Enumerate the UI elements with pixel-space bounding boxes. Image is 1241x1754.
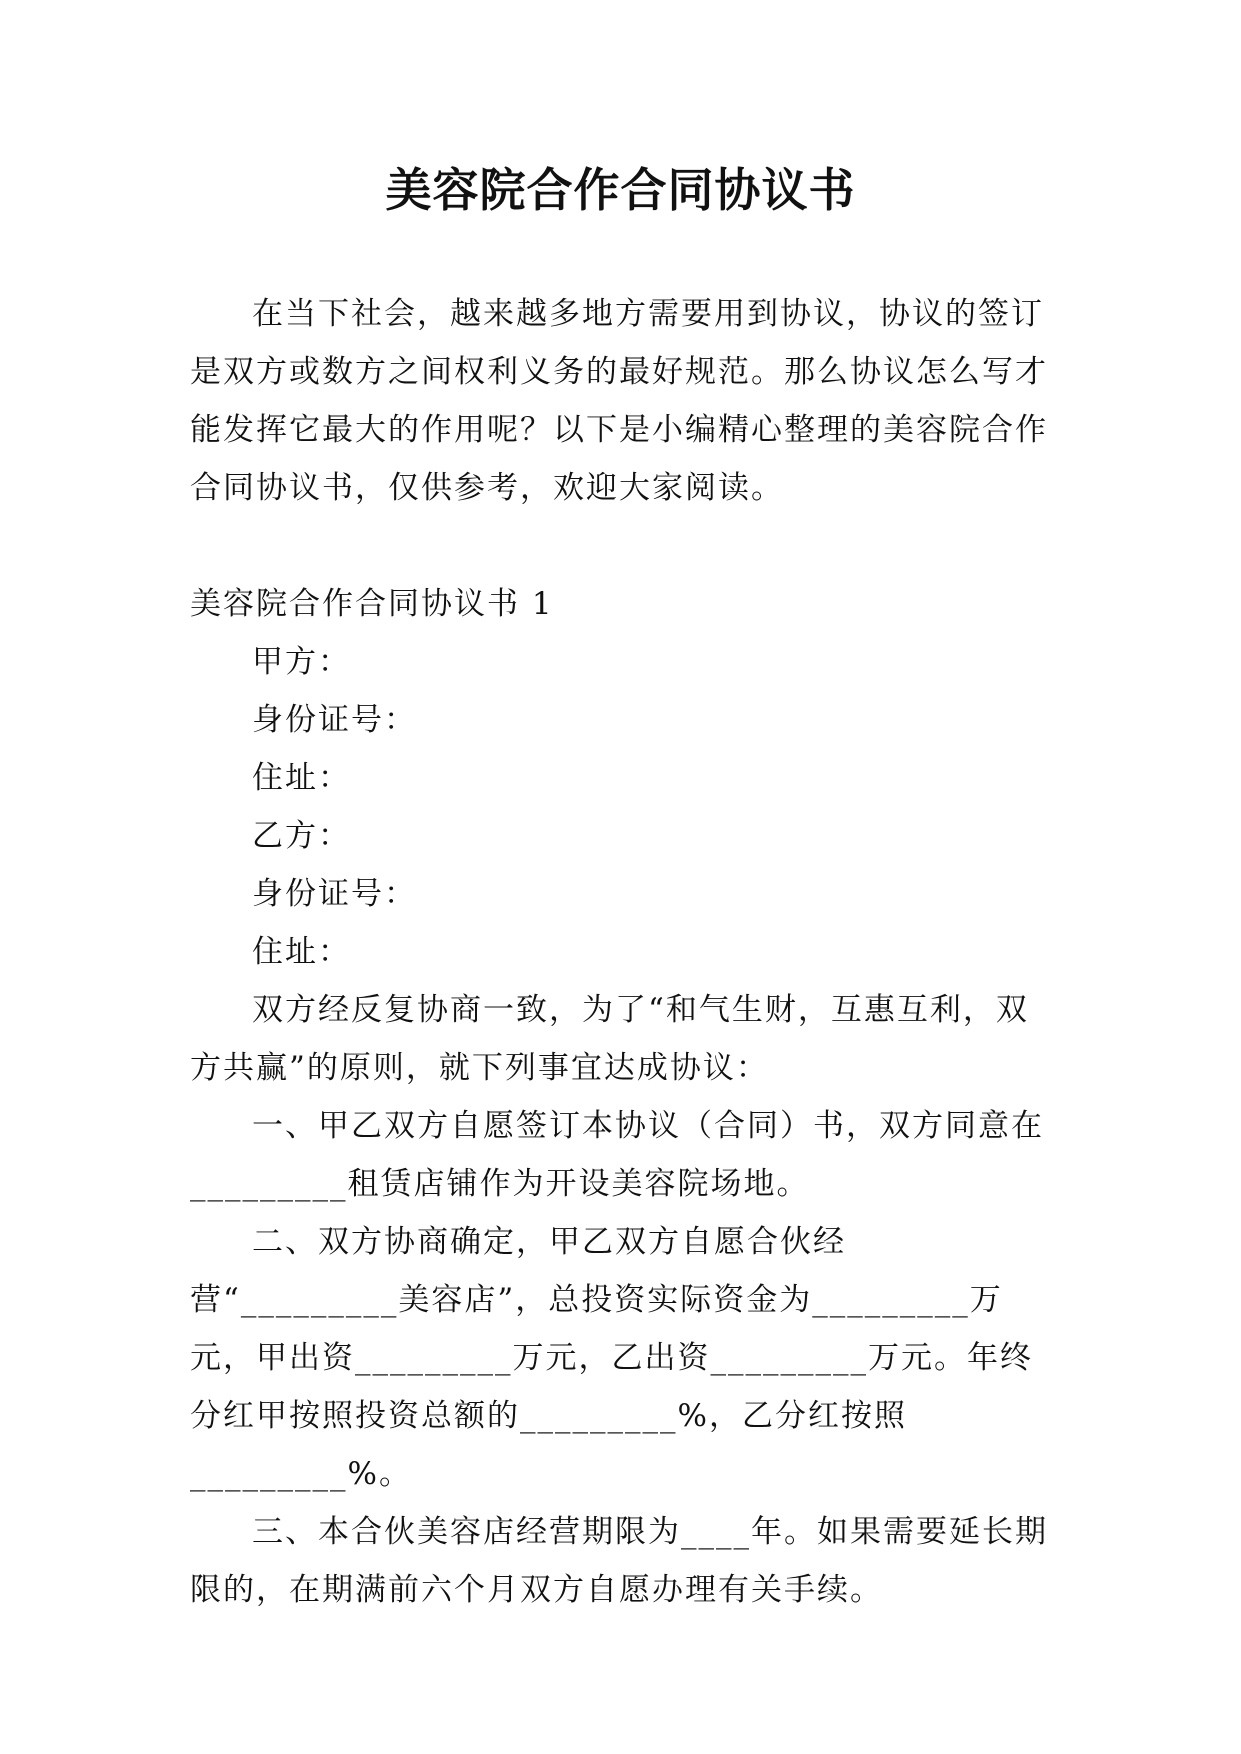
document-body <box>190 285 1050 1619</box>
party-b-id-label: 身份证号： <box>252 876 417 912</box>
preamble-paragraph: 双方经反复协商一致，为了“和气生财，互惠互利，双方共赢”的原则，就下列事宜达成协议： <box>190 992 1029 1086</box>
clause-1: 一、甲乙双方自愿签订本协议（合同）书，双方同意在_________租赁店铺作为开设美容院场地。 <box>190 1108 1044 1202</box>
clause-2: 二、双方协商确定，甲乙双方自愿合伙经营“_________美容店”，总投资实际资金为_________万元，甲出资_________万元，乙出资_________万元。年终分红甲按照投资总额的_________%，乙分红按照_________%。 <box>190 1224 1033 1492</box>
party-a-label: 甲方： <box>252 644 351 680</box>
party-b-address-label: 住址： <box>252 934 351 970</box>
party-a-address-label: 住址： <box>252 760 351 796</box>
clause-3: 三、本合伙美容店经营期限为____年。如果需要延长期限的，在期满前六个月双方自愿办理有关手续。 <box>190 1514 1048 1608</box>
document-title: 美容院合作合同协议书 <box>385 163 856 217</box>
party-a-id-label: 身份证号： <box>252 702 417 738</box>
section-heading: 美容院合作合同协议书 1 <box>190 586 554 622</box>
party-b-label: 乙方： <box>252 818 351 854</box>
intro-paragraph: 在当下社会，越来越多地方需要用到协议，协议的签订是双方或数方之间权利义务的最好规范。那么协议怎么写才能发挥它最大的作用呢？以下是小编精心整理的美容院合作合同协议书，仅供参考，欢迎大家阅读。 <box>190 296 1048 506</box>
